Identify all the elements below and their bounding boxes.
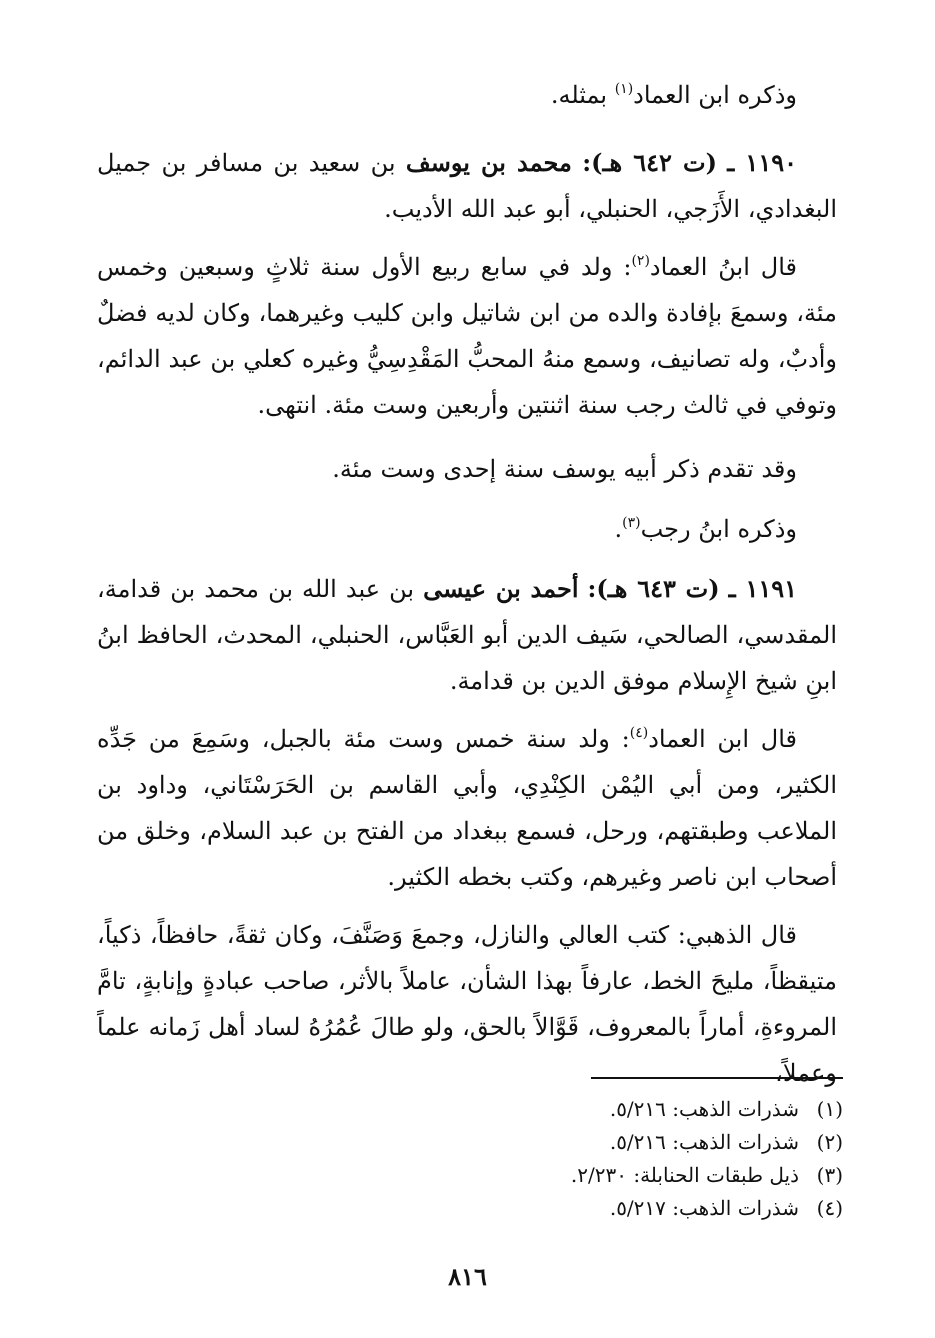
entry-name: أحمد بن عيسى [423,574,579,603]
paragraph-ibn-imad-1190: قال ابنُ العماد$^{(٢)}$: ولد في سابع ربيع الأول سنة ثلاثٍ وسبعين وخمس مئة، وسمعَ بإفادة والده من ابن شاتيل وابن كليب وغيرهما، وكان لديه فضلٌ وأدبٌ، وله تصانيف، وسمع منهُ المحبُّ المَقْدِسِيُّ وغيره كعلي بن عبد الدائم، وتوفي في ثالث رجب سنة اثنتين وأربعين وست مئة. انتهى. [97,253,837,419]
footnote-text: شذرات الذهب: ٥/٢١٦. [609,1097,799,1121]
note-father [97,446,837,492]
footnote-number: (١) [816,1097,843,1121]
footnote-item [343,1093,843,1126]
paragraph-ibn-rajab: وذكره ابنُ رجب$^{(٣)}$. [614,515,797,543]
biography-1190 [97,244,837,428]
footnote-text: ذيل طبقات الحنابلة: ٢/٢٣٠. [570,1163,799,1187]
entry-1190 [97,140,837,232]
footnote-ref-2: (٢) [631,253,650,269]
footnote-item [343,1159,843,1192]
paragraph-dhahabi: قال الذهبي: كتب العالي والنازل، وجمعَ وَصَنَّفَ، وكان ثقةً، حافظاً، ذكياً، متيقظاً، مليحَ الخط، عارفاً بهذا الشأن، عاملاً بالأثر، صاحب عبادةٍ وإنابةٍ، تامَّ المروءةِ، أماراً بالمعروف، قَوَّالاً بالحق، ولو طالَ عُمُرُهُ لساد أهل زَمانه علماً وعملاً، [97,921,837,1087]
entry-date: (ت ٦٤٣ هـ): [587,574,720,603]
footnote-number: (٤) [816,1196,843,1220]
paragraph-ibn-imad-mention: وذكره ابن العماد$^{(١)}$ بمثله. [550,81,797,109]
entry-number: ١١٩٠ ـ [727,148,797,177]
paragraph-father-mention: وقد تقدم ذكر أبيه يوسف سنة إحدى وست مئة. [332,455,797,483]
paragraph-entry-1190: ١١٩٠ ـ (ت ٦٤٢ هـ): محمد بن يوسف بن سعيد بن مسافر بن جميل البغدادي، الأَزَجي، الحنبلي، أبو عبد الله الأديب. [97,148,837,223]
entry-date: (ت ٦٤٢ هـ): [582,148,717,177]
footnote-ref-4: (٤) [629,725,649,741]
footnote-number: (٣) [816,1163,843,1187]
biography-1191 [97,716,837,900]
footnote-ref-1: (١) [614,81,634,97]
footnotes [343,1093,843,1225]
footnote-number: (٢) [816,1130,843,1154]
footnote-item [343,1192,843,1225]
note-ibn-rajab [97,506,837,552]
footnote-ref-3: (٣) [622,515,641,531]
footnote-separator [591,1077,843,1079]
entry-number: ١١٩١ ـ [728,574,798,603]
main-text [97,72,837,118]
paragraph-ibn-imad-1191: قال ابن العماد$^{(٤)}$: ولد سنة خمس وست مئة بالجبل، وسَمِعَ من جَدِّه الكثير، ومن أبي اليُمْن الكِنْدِي، وأبي القاسم بن الحَرَسْتَاني، وداود بن الملاعب وطبقتهم، ورحل، فسمع ببغداد من الفتح بن عبد السلام، وخلق من أصحاب ابن ناصر وغيرهم، وكتب بخطه الكثير. [97,725,837,891]
footnote-text: شذرات الذهب: ٥/٢١٦. [609,1130,799,1154]
entry-name: محمد بن يوسف [405,148,572,177]
footnote-item [343,1126,843,1159]
paragraph-entry-1191: ١١٩١ ـ (ت ٦٤٣ هـ): أحمد بن عيسى بن عبد الله بن محمد بن قدامة، المقدسي، الصالحي، سَيف الدين أبو العَبَّاس، الحنبلي، المحدث، الحافظ ابنُ ابنِ شيخ الإِسلام موفق الدين بن قدامة. [97,574,837,695]
entry-1191 [97,566,837,704]
footnote-text: شذرات الذهب: ٥/٢١٧. [609,1196,799,1220]
dhahabi-quote [97,912,837,1096]
page-number: ٨١٦ [448,1262,487,1291]
